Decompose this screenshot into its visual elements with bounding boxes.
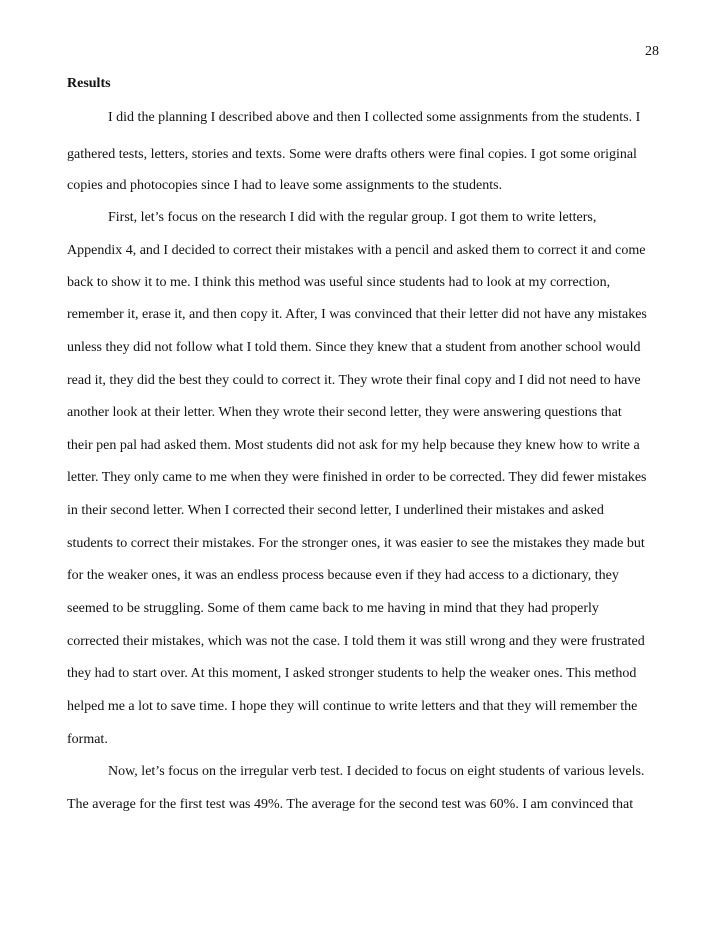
paragraph-line: students to correct their mistakes. For the stronger ones, it was easier to see the mistakes they made but — [67, 536, 645, 551]
paragraph-line: unless they did not follow what I told them. Since they knew that a student from another school would — [67, 340, 641, 355]
paragraph-line: letter. They only came to me when they were finished in order to be corrected. They did fewer mistakes — [67, 470, 647, 485]
paragraph-line: seemed to be struggling. Some of them came back to me having in mind that they had properly — [67, 601, 599, 616]
paragraph-line: helped me a lot to save time. I hope they will continue to write letters and that they will remember the — [67, 699, 638, 714]
paragraph-line: their pen pal had asked them. Most students did not ask for my help because they knew how to write a — [67, 438, 640, 453]
page-number: 28 — [645, 44, 659, 59]
paragraph-line: another look at their letter. When they wrote their second letter, they were answering questions that — [67, 405, 622, 420]
section-heading: Results — [67, 76, 111, 91]
paragraph-line: back to show it to me. I think this method was useful since students had to look at my correction, — [67, 275, 611, 290]
paragraph-line: I did the planning I described above and then I collected some assignments from the students. I — [108, 110, 641, 125]
paragraph-line: in their second letter. When I corrected their second letter, I underlined their mistakes and asked — [67, 503, 604, 518]
paragraph-line: they had to start over. At this moment, I asked stronger students to help the weaker ones. This method — [67, 666, 637, 681]
paragraph-line: Now, let’s focus on the irregular verb test. I decided to focus on eight students of various levels. — [108, 764, 645, 779]
paragraph-line: copies and photocopies since I had to leave some assignments to the students. — [67, 178, 503, 193]
paragraph-line: format. — [67, 732, 108, 747]
paragraph-line: read it, they did the best they could to correct it. They wrote their final copy and I did not need to have — [67, 373, 641, 388]
paragraph-line: gathered tests, letters, stories and texts. Some were drafts others were final copies. I got some original — [67, 147, 637, 162]
paragraph-line: First, let’s focus on the research I did with the regular group. I got them to write letters, — [108, 210, 597, 225]
paragraph-line: corrected their mistakes, which was not the case. I told them it was still wrong and they were frustrated — [67, 634, 645, 649]
paragraph-line: remember it, erase it, and then copy it. After, I was convinced that their letter did not have any mistakes — [67, 307, 647, 322]
paragraph-line: The average for the first test was 49%. The average for the second test was 60%. I am convinced that — [67, 797, 634, 812]
paragraph-line: Appendix 4, and I decided to correct their mistakes with a pencil and asked them to correct it and come — [67, 243, 646, 258]
paragraph-line: for the weaker ones, it was an endless process because even if they had access to a dictionary, they — [67, 568, 619, 583]
